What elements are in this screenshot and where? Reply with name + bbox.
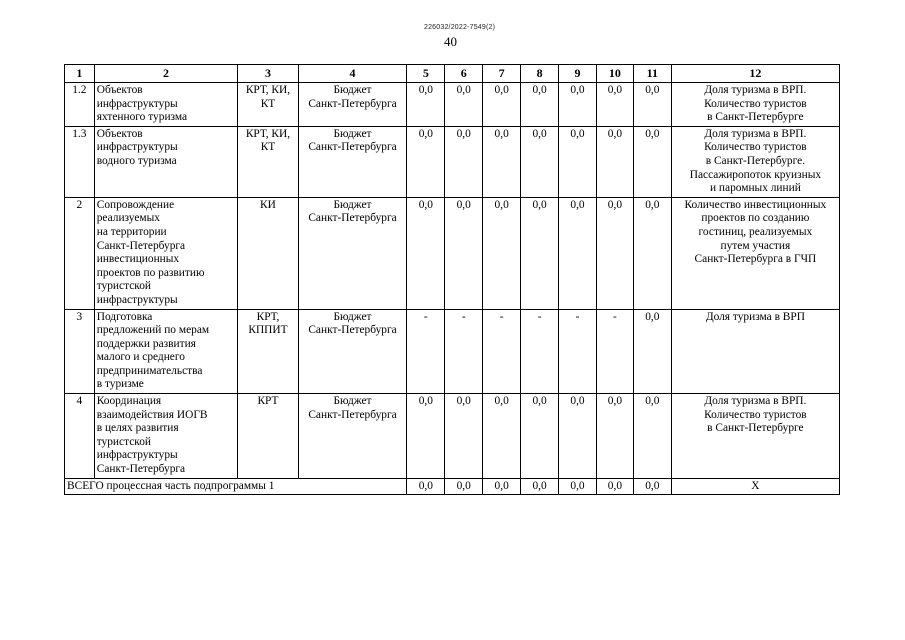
indicator-line: Доля туризма в ВРП <box>705 310 805 323</box>
indicator-line: в Санкт-Петербурге <box>707 111 804 124</box>
activity-name-line: инвестиционных <box>96 253 180 266</box>
executor <box>238 197 298 309</box>
total-label: ВСЕГО процессная часть подпрограммы 1 <box>65 478 407 495</box>
total-value: 0,0 <box>407 478 445 495</box>
column-header: 2 <box>94 65 238 83</box>
funding-source-line: Бюджет <box>333 84 372 96</box>
executor-line: КРТ, КИ, <box>245 127 291 140</box>
activity-name-line: проектов по развитию <box>96 266 205 279</box>
funding-source-line: Санкт-Петербурга <box>308 324 397 337</box>
funding-source-line: Бюджет <box>333 198 372 211</box>
table-row <box>65 83 840 127</box>
funding-value: 0,0 <box>445 126 483 197</box>
funding-value: 0,0 <box>407 197 445 309</box>
activity-name-line: туристской <box>96 280 152 293</box>
funding-source-line: Санкт-Петербурга <box>308 141 397 154</box>
row-number: 2 <box>65 197 95 309</box>
column-header: 4 <box>298 65 407 83</box>
funding-value: 0,0 <box>483 126 521 197</box>
activity-name <box>94 126 238 197</box>
funding-value: - <box>596 309 633 394</box>
executor-line: КРТ <box>257 395 279 408</box>
executor-line: КТ <box>260 97 276 110</box>
funding-value: 0,0 <box>445 197 483 309</box>
column-header: 8 <box>521 65 559 83</box>
funding-source-line: Бюджет <box>333 395 372 408</box>
activity-name-line: водного туризма <box>96 154 177 167</box>
funding-value: 0,0 <box>521 83 559 127</box>
funding-value: - <box>445 309 483 394</box>
activity-name <box>94 309 238 394</box>
funding-value: 0,0 <box>559 197 597 309</box>
activity-name-line: инфраструктуры <box>96 97 178 110</box>
activity-name-line: Сопровождение <box>96 198 175 211</box>
executor <box>238 126 298 197</box>
table-row <box>65 394 840 479</box>
funding-source <box>298 126 407 197</box>
funding-value: 0,0 <box>633 126 671 197</box>
funding-value: 0,0 <box>445 394 483 479</box>
indicator-line: Количество инвестиционных <box>684 198 827 211</box>
funding-value: 0,0 <box>559 83 597 127</box>
activity-name-line: в туризме <box>96 378 144 391</box>
activity-name-line: Координация <box>96 395 162 408</box>
funding-value: 0,0 <box>521 394 559 479</box>
activity-name-line: Санкт-Петербурга <box>96 463 186 476</box>
funding-source <box>298 83 407 127</box>
column-header: 1 <box>65 65 95 83</box>
funding-source-line: Бюджет <box>333 310 372 323</box>
total-value: 0,0 <box>521 478 559 495</box>
funding-value: 0,0 <box>633 83 671 127</box>
indicator-line: гостиниц, реализуемых <box>698 225 813 238</box>
funding-value: - <box>407 309 445 394</box>
funding-value: - <box>483 309 521 394</box>
table-row <box>65 126 840 197</box>
total-value: 0,0 <box>559 478 597 495</box>
total-value: 0,0 <box>483 478 521 495</box>
funding-value: 0,0 <box>596 394 633 479</box>
funding-value: 0,0 <box>633 309 671 394</box>
program-table <box>64 64 840 495</box>
funding-source <box>298 309 407 394</box>
indicator-line: Количество туристов <box>704 408 807 421</box>
row-number: 4 <box>65 394 95 479</box>
funding-value: 0,0 <box>559 394 597 479</box>
activity-name-line: малого и среднего <box>96 351 185 364</box>
indicator-line: Пассажиропоток круизных <box>689 168 822 181</box>
executor-line: КППИТ <box>248 324 288 337</box>
row-number: 1.3 <box>65 126 95 197</box>
funding-value: 0,0 <box>633 394 671 479</box>
funding-value: 0,0 <box>407 83 445 127</box>
funding-value: 0,0 <box>633 197 671 309</box>
activity-name <box>94 197 238 309</box>
activity-name-line: в целях развития <box>96 422 179 435</box>
activity-name-line: инфраструктуры <box>96 293 178 306</box>
table-row <box>65 197 840 309</box>
indicator-line: Количество туристов <box>704 97 807 110</box>
funding-value: 0,0 <box>596 83 633 127</box>
total-value: 0,0 <box>633 478 671 495</box>
activity-name-line: предложений по мерам <box>96 324 210 337</box>
activity-name-line: предпринимательства <box>96 364 203 377</box>
activity-name-line: яхтенного туризма <box>96 111 188 124</box>
column-header: 9 <box>559 65 597 83</box>
indicator-line: проектов по созданию <box>701 212 810 225</box>
activity-name-line: Объектов <box>96 127 143 140</box>
activity-name-line: поддержки развития <box>96 337 196 350</box>
row-number: 3 <box>65 309 95 394</box>
total-value: 0,0 <box>596 478 633 495</box>
table-body <box>65 83 840 495</box>
column-header: 11 <box>633 65 671 83</box>
activity-name-line: Санкт-Петербурга <box>96 239 186 252</box>
indicator <box>671 197 839 309</box>
header-row <box>65 65 840 83</box>
funding-value: 0,0 <box>445 83 483 127</box>
funding-value: 0,0 <box>559 126 597 197</box>
indicator-line: Доля туризма в ВРП. <box>704 127 807 140</box>
indicator-line: Количество туристов <box>704 141 807 154</box>
activity-name-line: реализуемых <box>96 212 160 225</box>
executor-line: КТ <box>260 141 276 154</box>
column-header: 6 <box>445 65 483 83</box>
indicator-line: путем участия <box>720 239 791 252</box>
funding-source-line: Санкт-Петербурга <box>308 408 397 421</box>
executor <box>238 394 298 479</box>
activity-name-line: туристской <box>96 435 152 448</box>
funding-value: 0,0 <box>483 197 521 309</box>
funding-value: 0,0 <box>521 126 559 197</box>
column-header: 12 <box>671 65 839 83</box>
funding-source <box>298 197 407 309</box>
activity-name <box>94 83 238 127</box>
activity-name-line: на территории <box>96 225 167 238</box>
column-header: 7 <box>483 65 521 83</box>
document-stamp: 226032/2022-7549(2) <box>424 24 496 31</box>
funding-value: 0,0 <box>407 394 445 479</box>
total-value: 0,0 <box>445 478 483 495</box>
funding-source-line: Санкт-Петербурга <box>308 212 397 225</box>
indicator-line: Доля туризма в ВРП. <box>704 84 807 96</box>
executor <box>238 309 298 394</box>
activity-name-line: Объектов <box>96 84 143 96</box>
executor <box>238 83 298 127</box>
indicator <box>671 309 839 394</box>
indicator <box>671 126 839 197</box>
column-header: 10 <box>596 65 633 83</box>
funding-value: 0,0 <box>407 126 445 197</box>
activity-name-line: Подготовка <box>96 310 153 323</box>
activity-name-line: взаимодействия ИОГВ <box>96 408 208 421</box>
indicator-line: и паромных линий <box>709 182 801 195</box>
row-number: 1.2 <box>65 83 95 127</box>
executor-line: КРТ, КИ, <box>245 84 291 96</box>
funding-source <box>298 394 407 479</box>
page-number: 40 <box>444 34 457 49</box>
funding-value: 0,0 <box>483 83 521 127</box>
total-row <box>65 478 840 495</box>
funding-value: - <box>559 309 597 394</box>
funding-value: 0,0 <box>521 197 559 309</box>
executor-line: КИ <box>260 198 276 211</box>
column-header: 3 <box>238 65 298 83</box>
indicator-line: в Санкт-Петербурге. <box>705 154 806 167</box>
indicator-line: в Санкт-Петербурге <box>707 422 804 435</box>
executor-line: КРТ, <box>256 310 280 323</box>
funding-value: - <box>521 309 559 394</box>
indicator <box>671 394 839 479</box>
activity-name <box>94 394 238 479</box>
column-header: 5 <box>407 65 445 83</box>
activity-name-line: инфраструктуры <box>96 141 178 154</box>
funding-value: 0,0 <box>483 394 521 479</box>
funding-source-line: Санкт-Петербурга <box>308 97 397 110</box>
funding-value: 0,0 <box>596 126 633 197</box>
activity-name-line: инфраструктуры <box>96 449 178 462</box>
total-indicator: Х <box>671 478 839 495</box>
funding-value: 0,0 <box>596 197 633 309</box>
indicator <box>671 83 839 127</box>
funding-source-line: Бюджет <box>333 127 372 140</box>
table-row <box>65 309 840 394</box>
indicator-line: Доля туризма в ВРП. <box>704 395 807 408</box>
indicator-line: Санкт-Петербурга в ГЧП <box>694 253 817 266</box>
